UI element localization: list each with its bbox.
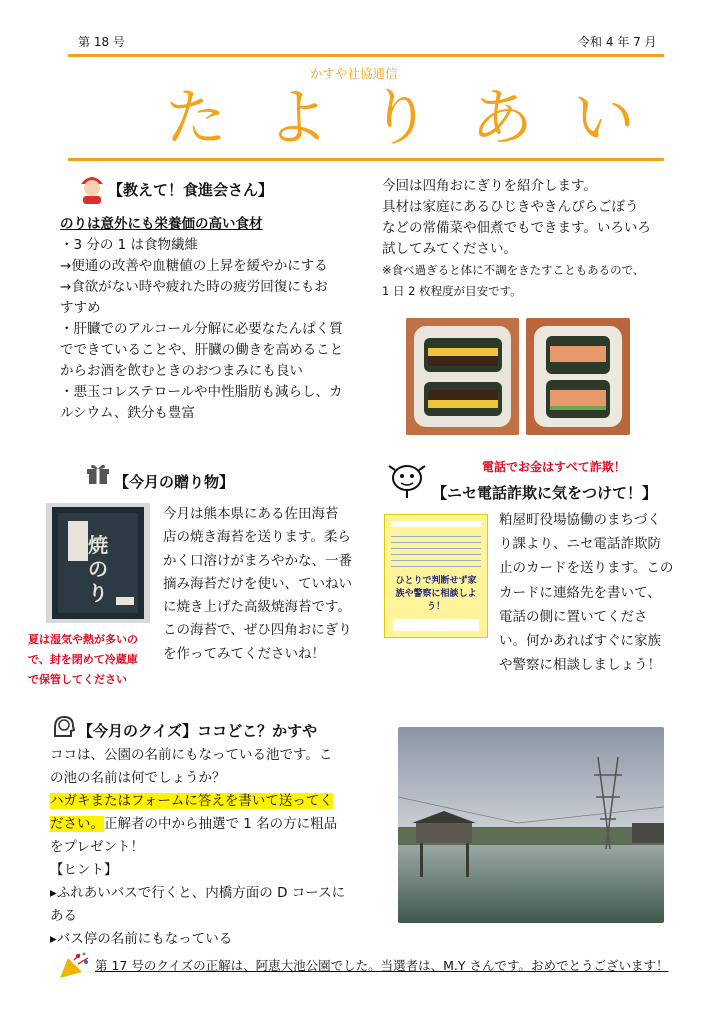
gift-line: かく口溶けがまろやかな、一番 — [163, 552, 352, 569]
hint-heading: 【ヒント】 — [50, 862, 118, 878]
quiz-body — [50, 744, 345, 951]
scam-line: 粕屋町役場協働のまちづく — [499, 512, 661, 528]
gift-line: 摘み海苔だけを使い、ていねい — [163, 575, 352, 592]
onigiri-line: などの常備菜や佃煮でもできます。いろいろ — [382, 220, 651, 236]
nori-storage-warning — [28, 630, 138, 690]
food-line: からお酒を飲むときのおつまみにも良い — [60, 363, 303, 379]
gift-heading: 【今月の贈り物】 — [114, 473, 235, 491]
scam-alert: 電話でお金はすべて詐欺！ — [482, 460, 626, 474]
quiz-heading: 【今月のクイズ】ココどこ？かすや — [78, 722, 318, 740]
scam-line: や警察に相談しましょう！ — [499, 657, 661, 674]
warning-line: で、封を閉めて冷蔵庫 — [28, 653, 138, 666]
food-line: すすめ — [60, 300, 101, 316]
quiz-line — [50, 813, 345, 836]
quiz-prize-text: 正解者の中から抽選で 1 名の方に粗品 — [104, 816, 338, 832]
food-heading: 【教えて！食進会さん】 — [108, 181, 274, 199]
scam-line: り課より、ニセ電話詐欺防 — [499, 536, 661, 553]
food-line: ・3 分の 1 は食物繊維 — [60, 237, 199, 253]
quiz-line — [50, 790, 345, 813]
gift-line: 店の焼き海苔を送ります。柔ら — [163, 529, 351, 546]
onigiri-note: 1 日 2 枚程度が目安です。 — [382, 284, 522, 298]
food-body — [60, 235, 343, 424]
quiz-instruction-highlight: ださい。 — [50, 816, 104, 832]
header-bottom-rule — [68, 158, 664, 161]
warning-line: 夏は湿気や熱が多いの — [28, 633, 138, 646]
header-top-rule — [68, 54, 664, 57]
onigiri-photo-kinpira — [526, 318, 630, 435]
food-line: →食欲がない時や疲れた時の疲労回復にもお — [60, 279, 328, 295]
newsletter-subtitle: かすや社協通信 — [310, 66, 398, 81]
onigiri-line: 具材は家庭にあるひじきやきんぴらごぼう — [382, 199, 639, 215]
gift-line: 今月は熊本県にある佐田海苔 — [163, 506, 339, 522]
nori-package-label: 焼のり — [88, 533, 108, 605]
gift-icon — [86, 462, 110, 484]
quiz-line: の池の名前は何でしょうか？ — [50, 770, 226, 786]
gift-body — [163, 503, 352, 666]
scam-heading: 【ニセ電話詐欺に気をつけて！】 — [432, 484, 658, 502]
phone-mascot-icon — [385, 460, 429, 500]
previous-quiz-answer: 第 17 号のクイズの正解は、阿恵大池公園でした。当選者は、M.Y さんです。おめでとうございます！ — [95, 958, 669, 973]
gift-line: を作ってみてくださいね！ — [163, 645, 325, 662]
hint-line: ▸バス停の名前にもなっている — [50, 931, 233, 947]
scam-body — [499, 508, 673, 677]
brain-icon — [50, 714, 76, 740]
quiz-instruction-highlight: ハガキまたはフォームに答えを書いて送ってく — [50, 793, 333, 809]
party-popper-icon — [58, 952, 90, 980]
warning-line: で保管してください — [28, 673, 127, 686]
scam-line: 電話の側に置いてくださ — [499, 608, 648, 625]
onigiri-line: 今回は四角おにぎりを紹介します。 — [382, 178, 597, 194]
food-line: ルシウム、鉄分も豊富 — [60, 405, 195, 421]
issue-number: 第 18 号 — [78, 35, 125, 49]
onigiri-intro — [382, 176, 651, 302]
scam-prevention-card — [384, 514, 488, 638]
onigiri-photo-hijiki — [406, 318, 519, 435]
food-line: ・肝臓でのアルコール分解に必要なたんぱく質 — [60, 321, 343, 337]
chef-icon — [78, 170, 106, 204]
scam-line: 止のカードを送ります。この — [499, 560, 674, 577]
food-subheading: のりは意外にも栄養価の高い食材 — [60, 216, 263, 232]
gift-line: に焼き上げた高級焼海苔です。 — [163, 599, 351, 616]
onigiri-line: 試してみてください。 — [382, 241, 517, 257]
scam-line: い。何かあればすぐに家族 — [499, 633, 661, 650]
scam-line: カードに連絡先を書いて、 — [499, 584, 661, 601]
quiz-line: ココは、公園の名前にもなっている池です。こ — [50, 747, 333, 763]
pond-photo — [398, 727, 664, 923]
hint-line: ▸ふれあいバスで行くと、内橋方面の D コースに — [50, 885, 346, 901]
newsletter-title: たよりあい — [165, 81, 676, 154]
onigiri-note: ※食べ過ぎると体に不調をきたすこともあるので、 — [382, 263, 645, 277]
quiz-line: をプレゼント！ — [50, 839, 144, 855]
issue-date: 令和 4 年 7 月 — [578, 35, 657, 49]
food-line: →便通の改善や血糖値の上昇を緩やかにする — [60, 258, 328, 274]
food-line: でできていることや、肝臓の働きを高めること — [60, 342, 344, 358]
scam-card-message: ひとりで判断せず家族や警察に相談しよう！ — [395, 576, 477, 612]
hint-line: ある — [50, 908, 77, 924]
nori-package — [46, 503, 150, 623]
food-line: ・悪玉コレステロールや中性脂肪も減らし、カ — [60, 384, 343, 400]
gift-line: この海苔で、ぜひ四角おにぎり — [163, 622, 352, 639]
